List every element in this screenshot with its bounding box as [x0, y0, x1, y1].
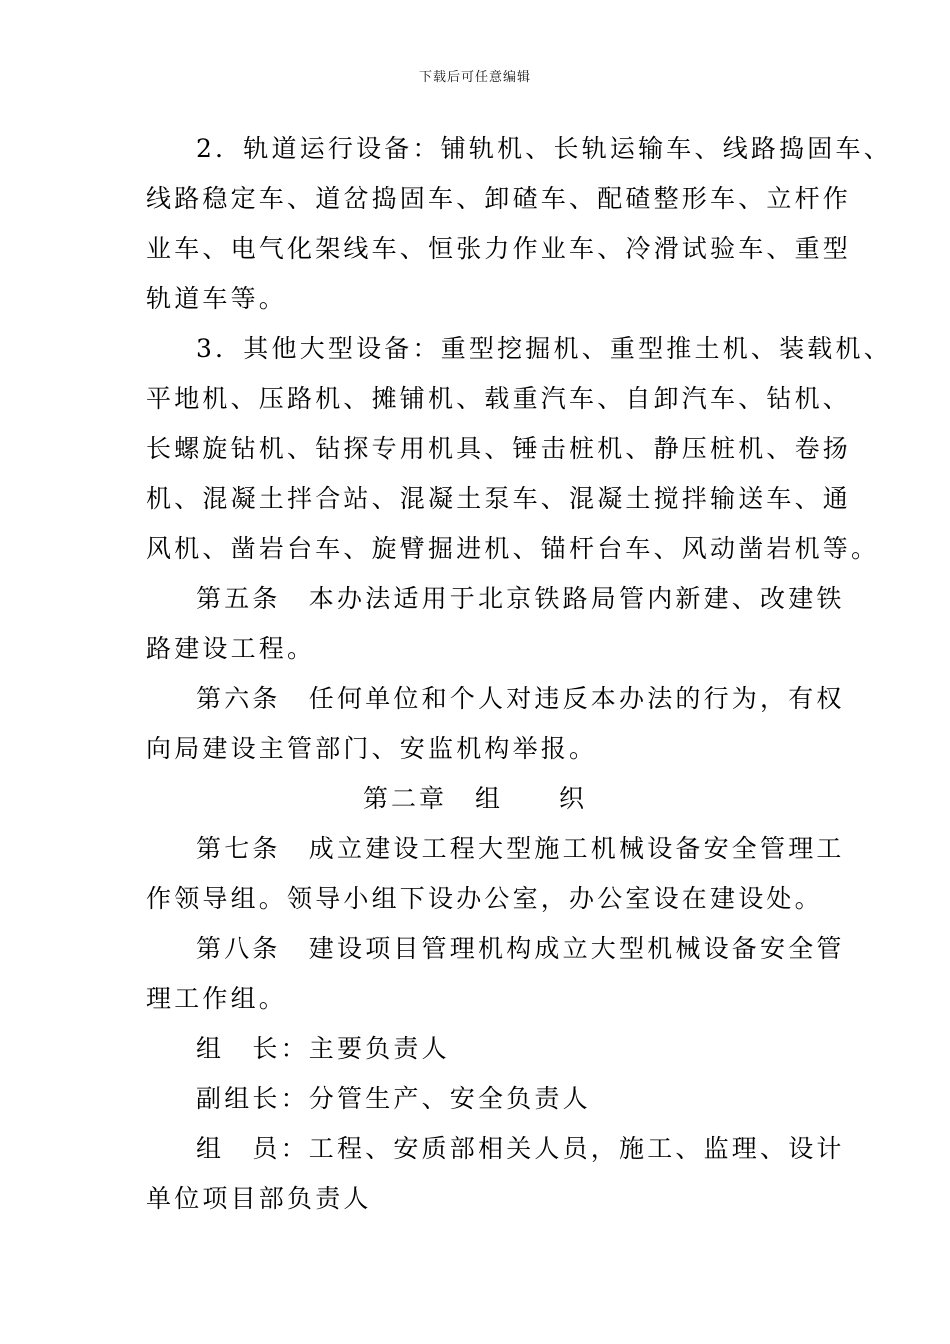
text-line: 风机、凿岩台车、旋臂掘进机、锚杆台车、风动凿岩机等。 [146, 534, 880, 563]
text-line: 机、混凝土拌合站、混凝土泵车、混凝土搅拌输送车、通 [146, 484, 852, 513]
text-line: 路建设工程。 [146, 634, 316, 663]
text-line: 平地机、压路机、摊铺机、载重汽车、自卸汽车、钻机、 [146, 384, 852, 413]
text-line: 单位项目部负责人 [146, 1184, 372, 1213]
text-line: 第五条 本办法适用于北京铁路局管内新建、改建铁 [196, 584, 845, 613]
text-line: 3．其他大型设备：重型挖掘机、重型推土机、装载机、 [196, 334, 892, 363]
text-line: 业车、电气化架线车、恒张力作业车、冷滑试验车、重型 [146, 234, 852, 263]
text-line: 组 长：主要负责人 [196, 1034, 450, 1063]
text-line: 副组长：分管生产、安全负责人 [196, 1084, 591, 1113]
chapter-heading: 第二章 组 织 [362, 784, 587, 813]
text-line: 线路稳定车、道岔捣固车、卸碴车、配碴整形车、立杆作 [146, 184, 852, 213]
text-line: 长螺旋钻机、钻探专用机具、锤击桩机、静压桩机、卷扬 [146, 434, 852, 463]
page-header: 下载后可任意编辑 [418, 70, 531, 85]
text-line: 作领导组。领导小组下设办公室，办公室设在建设处。 [146, 884, 823, 913]
text-line: 轨道车等。 [146, 284, 288, 313]
text-line: 第七条 成立建设工程大型施工机械设备安全管理工 [196, 834, 845, 863]
text-line: 第八条 建设项目管理机构成立大型机械设备安全管 [196, 934, 845, 963]
text-line: 组 员：工程、安质部相关人员，施工、监理、设计 [196, 1134, 845, 1163]
text-line: 第六条 任何单位和个人对违反本办法的行为，有权 [196, 684, 845, 713]
text-line: 2．轨道运行设备：铺轨机、长轨运输车、线路捣固车、 [196, 134, 892, 163]
text-line: 理工作组。 [146, 984, 288, 1013]
text-line: 向局建设主管部门、安监机构举报。 [146, 734, 598, 763]
